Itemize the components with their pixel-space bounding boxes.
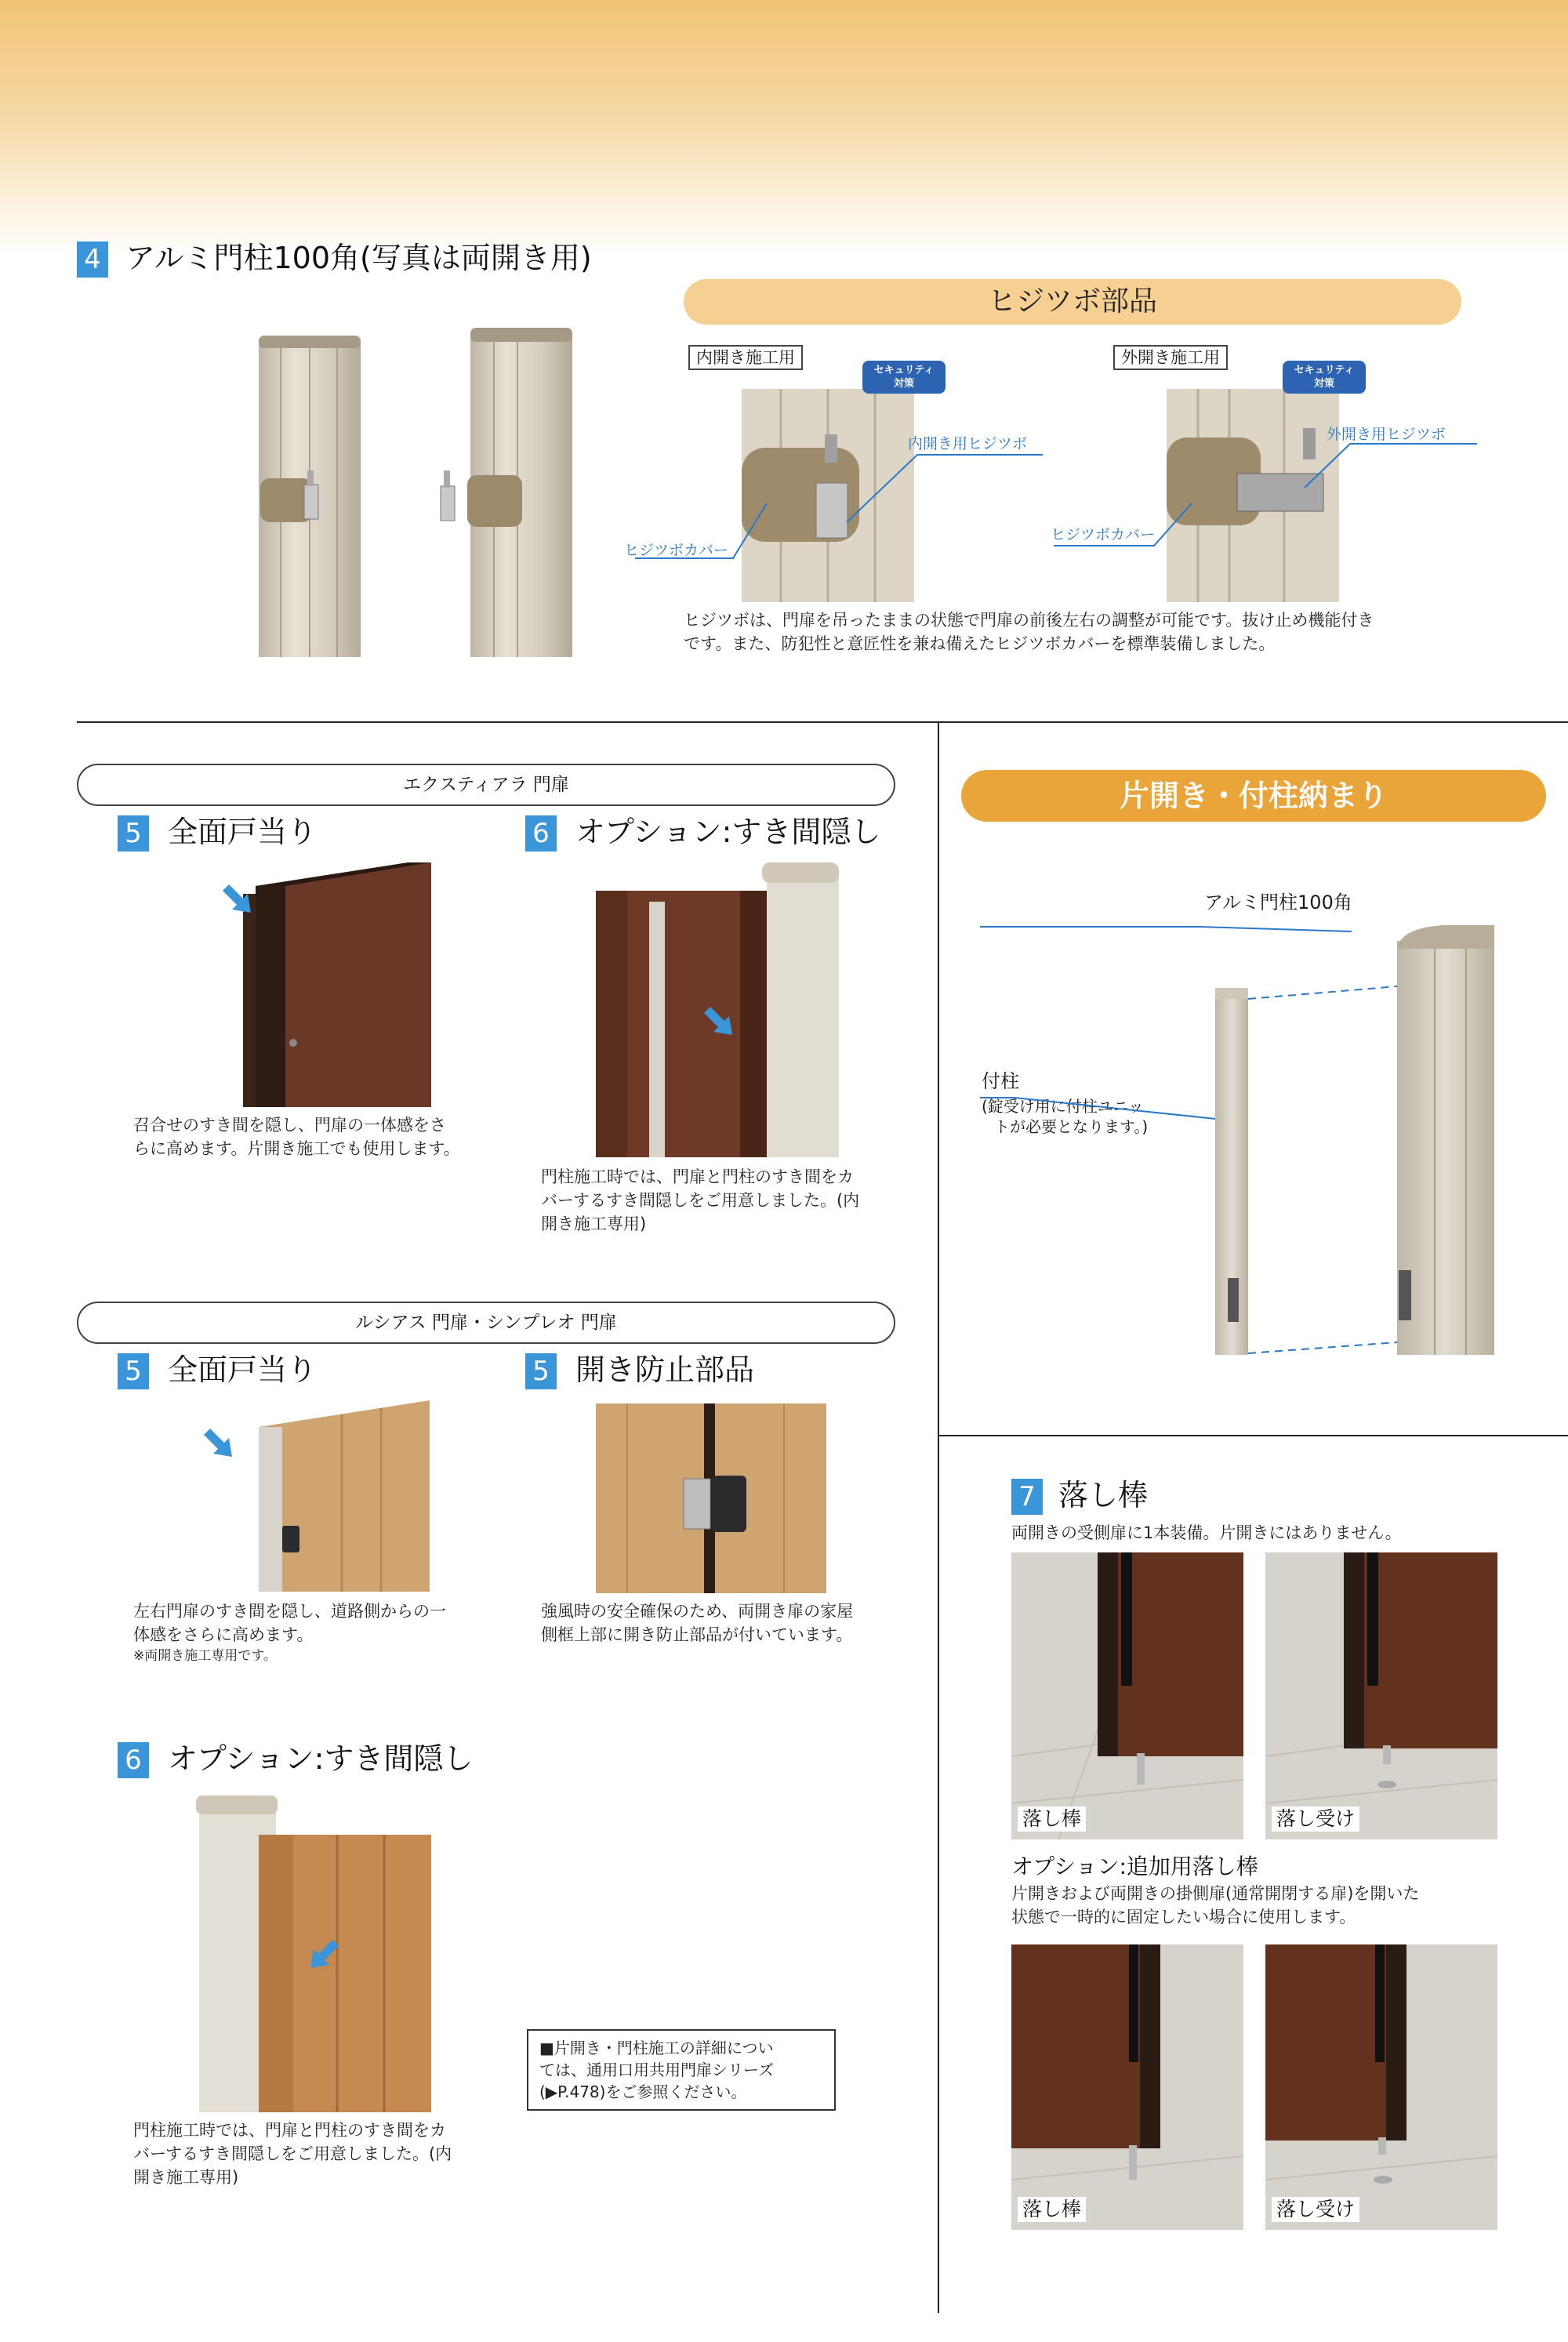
outer-callout-lines <box>1046 439 1485 549</box>
exstyara-gap-cover-text: 門柱施工時では、門扉と門柱のすき間をカ バーするすき間隠しをご用意しました。(内 開き施工専用) <box>541 1167 860 1233</box>
section-title-drop-rod: 落し棒 <box>1058 1478 1149 1512</box>
exstyara-gate-pill: エクスティアラ 門扉 <box>77 764 895 806</box>
lucias-gate-pill: ルシアス 門扉・シンプレオ 門扉 <box>77 1302 895 1344</box>
photo-label-drop-receiver: 落し受け <box>1272 1806 1359 1832</box>
section-number-7: 7 <box>1011 1479 1043 1515</box>
photo-label-drop-rod-2: 落し棒 <box>1018 2197 1086 2222</box>
lucias-full-stop-photo <box>232 1400 430 1592</box>
label-side-post-note: (錠受け用に付柱ユニッ トが必要となります。) <box>982 1097 1149 1136</box>
lucias-open-stop-photo <box>596 1403 826 1593</box>
section-number-4: 4 <box>77 241 108 278</box>
security-badge-outer: セキュリティ 対策 <box>1283 361 1366 394</box>
hinge-description: ヒジツボは、門扉を吊ったままの状態で門扉の前後左右の調整が可能です。抜け止め機能付き です。また、防犯性と意匠性を兼ね備えたヒジツボカバーを標準装備しました。 <box>684 611 1374 653</box>
arrow-icon <box>220 881 254 916</box>
outer-opening-tag: 外開き施工用 <box>1113 345 1228 370</box>
label-side-post: 付柱 <box>982 1070 1019 1092</box>
top-gradient-band <box>0 0 1568 259</box>
arrow-icon <box>701 1004 735 1038</box>
horizontal-divider-right <box>938 1435 1568 1436</box>
arrow-icon <box>307 1937 342 1971</box>
exstyara-full-stop-text: 召合せのすき間を隠し、門扉の一体感をさ らに高めます。片開き施工でも使用します。 <box>133 1116 460 1158</box>
lucias-gap-cover-text: 門柱施工時では、門扉と門柱のすき間をカ バーするすき間隠しをご用意しました。(内 開き施工専用) <box>133 2121 452 2187</box>
hinge-parts-banner: ヒジツボ部品 <box>684 279 1461 325</box>
callout-outer-hinge: 外開き用ヒジツボ <box>1327 426 1446 443</box>
callout-inner-cover: ヒジツボカバー <box>624 542 729 559</box>
inner-callout-lines <box>619 447 1058 565</box>
arrow-icon <box>201 1425 235 1460</box>
option-drop-rod-photo-2 <box>1265 1944 1497 2230</box>
drop-rod-photo-2 <box>1265 1552 1497 1839</box>
label-aluminum-post: アルミ門柱100角 <box>1204 891 1352 913</box>
lucias-open-stop-text: 強風時の安全確保のため、両開き扉の家屋 側框上部に開き防止部品が付いています。 <box>541 1602 854 1644</box>
exstyara-title-full-stop: 全面戸当り <box>168 815 318 849</box>
photo-label-drop-receiver-2: 落し受け <box>1272 2197 1359 2222</box>
lucias-full-stop-text: 左右門扉のすき間を隠し、道路側からの一 体感をさらに高めます。 ※両開き施工専用です。 <box>133 1602 446 1664</box>
inner-opening-tag: 内開き施工用 <box>688 345 803 370</box>
section-title-aluminum-post: アルミ門柱100角(写真は両開き用) <box>125 241 592 275</box>
single-swing-diagram <box>980 894 1544 1364</box>
lucias-title-open-stop: 開き防止部品 <box>575 1353 755 1387</box>
security-badge-inner: セキュリティ 対策 <box>862 361 946 394</box>
horizontal-divider-top <box>77 721 1568 723</box>
callout-outer-cover: ヒジツボカバー <box>1051 526 1156 543</box>
reference-note-box: ■片開き・門柱施工の詳細につい ては、通用口用共用門扉シリーズ (▶P.478)をご参照ください。 <box>527 2029 836 2111</box>
exstyara-title-gap-cover: オプション:すき間隠し <box>575 815 881 849</box>
vertical-divider <box>938 721 939 2313</box>
photo-label-drop-rod: 落し棒 <box>1018 1806 1086 1832</box>
drop-rod-photo-1 <box>1011 1552 1243 1839</box>
lucias-number-6: 6 <box>118 1742 149 1778</box>
lucias-number-5a: 5 <box>118 1353 149 1389</box>
lucias-title-gap-cover: オプション:すき間隠し <box>168 1741 474 1776</box>
drop-rod-intro: 両開きの受側扉に1本装備。片開きにはありません。 <box>1011 1523 1402 1542</box>
option-drop-rod-title: オプション:追加用落し棒 <box>1011 1854 1258 1879</box>
option-drop-rod-photo-1 <box>1011 1944 1243 2230</box>
lucias-number-5b: 5 <box>525 1353 557 1389</box>
callout-inner-hinge: 内開き用ヒジツボ <box>908 435 1028 452</box>
exstyara-number-6: 6 <box>525 815 557 851</box>
lucias-title-full-stop: 全面戸当り <box>168 1353 318 1387</box>
aluminum-posts-photo <box>235 321 588 659</box>
single-swing-banner: 片開き・付柱納まり <box>961 770 1546 822</box>
option-drop-rod-text: 片開きおよび両開きの掛側扉(通常開閉する扉)を開いた 状態で一時的に固定したい場合に使用します。 <box>1011 1884 1420 1926</box>
exstyara-number-5: 5 <box>118 815 149 851</box>
